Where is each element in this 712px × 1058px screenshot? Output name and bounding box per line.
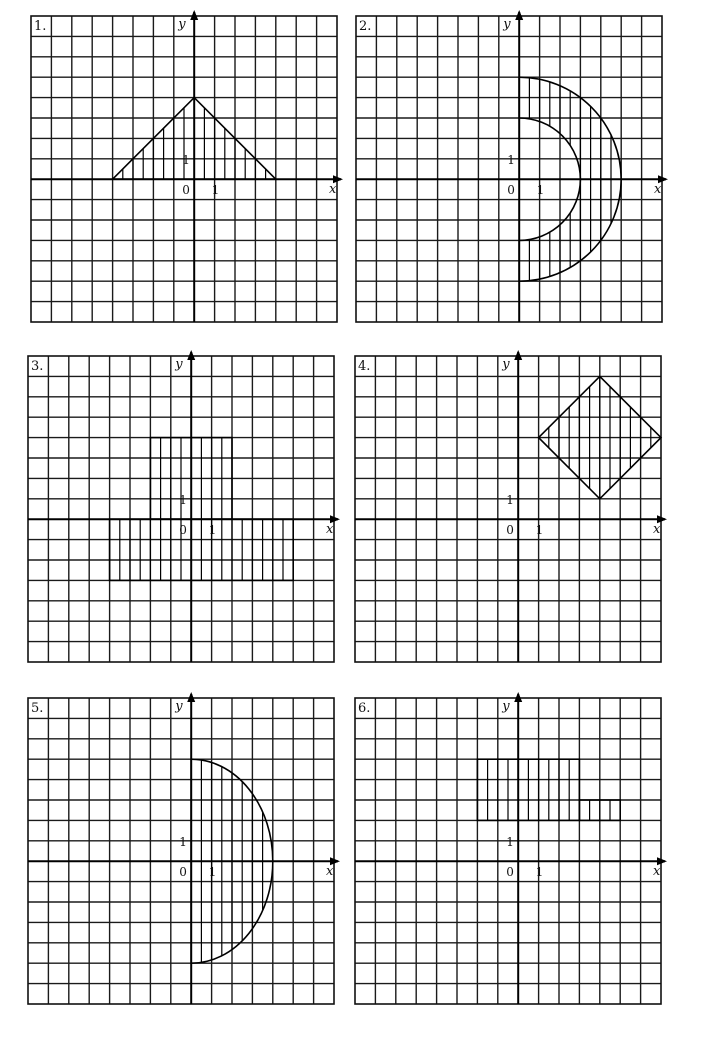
- grid-4: [355, 356, 661, 662]
- origin-label-3: 0: [179, 523, 187, 538]
- y-axis-label-5: y: [175, 699, 183, 714]
- grid-2: [356, 16, 662, 322]
- grid-5: [28, 698, 334, 1004]
- hatch-6: [488, 759, 610, 820]
- x-axis-label-3: x: [326, 522, 334, 538]
- y-axis-arrow: [515, 10, 523, 20]
- panel-number-3: 3.: [31, 359, 44, 374]
- origin-label-2: 0: [507, 183, 515, 198]
- panel-2: [356, 10, 668, 322]
- y-axis-label-1: y: [178, 17, 186, 32]
- panel-number-4: 4.: [358, 359, 371, 374]
- x-axis-label-6: x: [653, 864, 661, 880]
- hatch-3: [120, 438, 283, 581]
- y-axis-label-2: y: [503, 17, 511, 32]
- unit-y-label-3: 1: [179, 492, 187, 507]
- y-axis-arrow: [187, 350, 195, 360]
- y-axis-arrow: [190, 10, 198, 20]
- panel-number-6: 6.: [358, 701, 371, 716]
- panel-5: [28, 692, 340, 1004]
- unit-y-label-2: 1: [507, 152, 515, 167]
- unit-x-label-6: 1: [535, 865, 544, 880]
- unit-x-label-4: 1: [535, 523, 544, 538]
- unit-y-label-1: 1: [182, 152, 190, 167]
- y-axis-label-4: y: [502, 357, 510, 372]
- x-axis-label-2: x: [654, 182, 662, 198]
- y-axis-arrow: [514, 692, 522, 702]
- panel-4: [355, 350, 667, 662]
- grid-frame: [28, 698, 334, 1004]
- grid-6: [355, 698, 661, 1004]
- unit-y-label-6: 1: [506, 834, 514, 849]
- origin-label-5: 0: [179, 865, 187, 880]
- x-axis-label-4: x: [653, 522, 661, 538]
- y-axis-arrow: [514, 350, 522, 360]
- origin-label-6: 0: [506, 865, 514, 880]
- panel-3: [28, 350, 340, 662]
- panel-6: [355, 692, 667, 1004]
- unit-x-label-3: 1: [208, 523, 217, 538]
- x-axis-label-5: x: [326, 864, 334, 880]
- origin-label-1: 0: [182, 183, 190, 198]
- panel-1: [31, 10, 343, 322]
- unit-y-label-5: 1: [179, 834, 187, 849]
- unit-y-label-4: 1: [506, 492, 514, 507]
- x-axis-label-1: x: [329, 182, 337, 198]
- unit-x-label-5: 1: [208, 865, 217, 880]
- unit-x-label-1: 1: [211, 183, 220, 198]
- y-axis-label-3: y: [175, 357, 183, 372]
- grid-frame: [355, 356, 661, 662]
- y-axis-arrow: [187, 692, 195, 702]
- panel-number-5: 5.: [31, 701, 44, 716]
- y-axis-label-6: y: [502, 699, 510, 714]
- grid-frame: [356, 16, 662, 322]
- unit-x-label-2: 1: [536, 183, 545, 198]
- origin-label-4: 0: [506, 523, 514, 538]
- panel-number-2: 2.: [359, 19, 372, 34]
- panel-number-1: 1.: [34, 19, 47, 34]
- grid-frame: [355, 698, 661, 1004]
